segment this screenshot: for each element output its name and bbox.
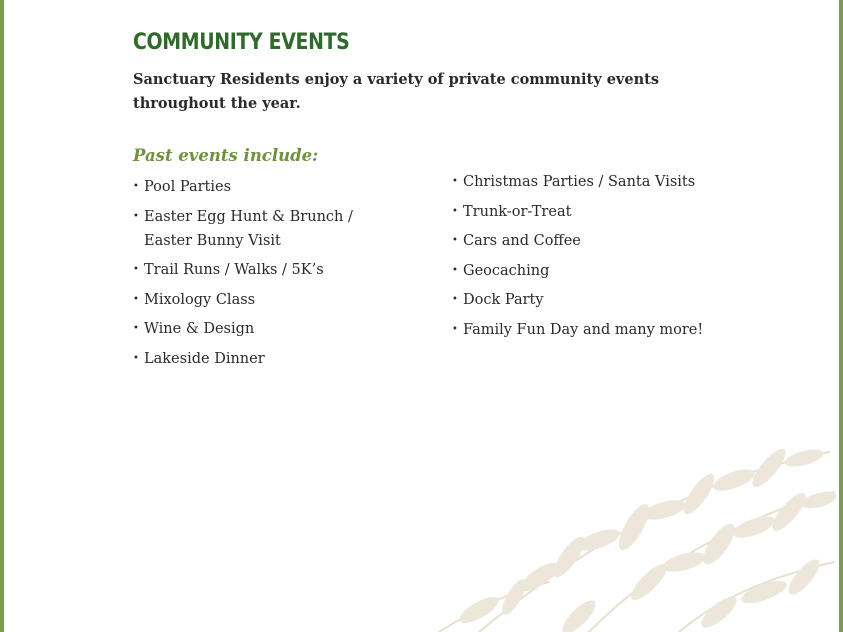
list-item: • Mixology Class: [133, 288, 403, 312]
list-item: • Trunk-or-Treat: [452, 200, 782, 224]
list-item: • Lakeside Dinner: [133, 347, 403, 371]
list-item: • Family Fun Day and many more!: [452, 318, 782, 342]
list-item: • Pool Parties: [133, 175, 403, 199]
list-item: • Wine & Design: [133, 317, 403, 341]
foliage-decoration: [419, 432, 839, 632]
list-item: • Geocaching: [452, 259, 782, 283]
list-item: • Trail Runs / Walks / 5K’s: [133, 258, 403, 282]
list-item: • Christmas Parties / Santa Visits: [452, 170, 782, 194]
events-list-left: [133, 175, 403, 376]
intro-text: Sanctuary Residents enjoy a variety of private community events throughout the year.: [133, 71, 659, 112]
past-events-subheading: Past events include:: [133, 146, 319, 165]
events-list-right: [452, 170, 782, 347]
list-item: • Easter Egg Hunt & Brunch / Easter Bunny Visit: [133, 205, 403, 253]
list-item: • Dock Party: [452, 288, 782, 312]
section-title: COMMUNITY EVENTS: [133, 30, 350, 55]
list-item: • Cars and Coffee: [452, 229, 782, 253]
